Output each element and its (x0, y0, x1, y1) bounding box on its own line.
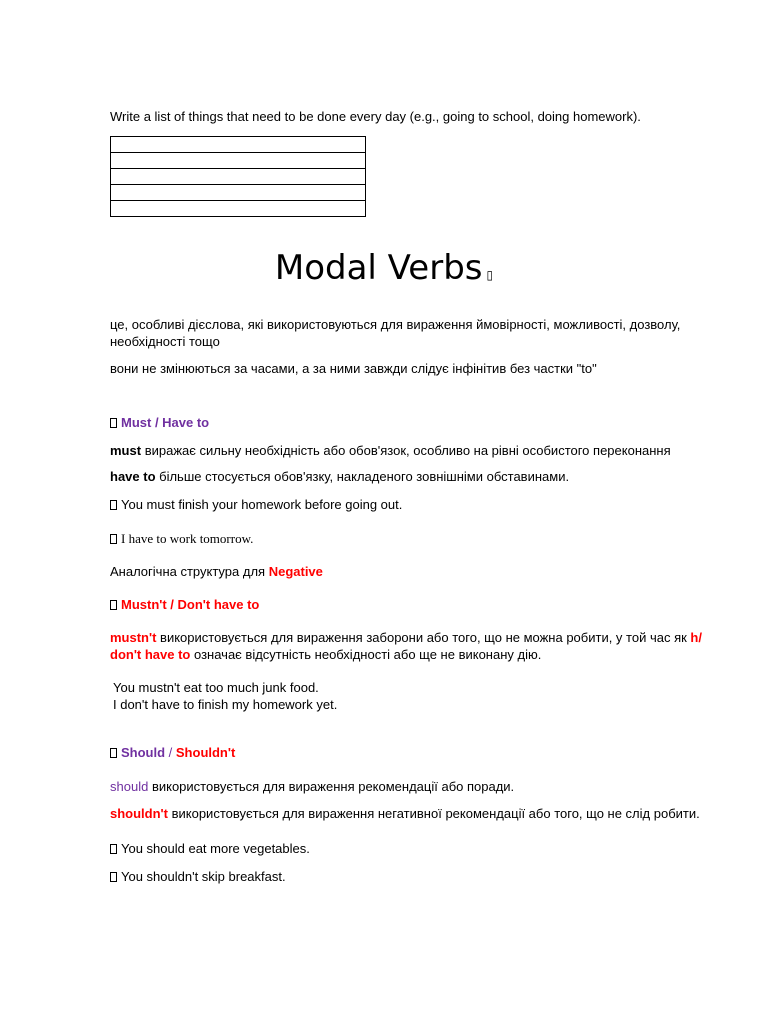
negative-highlight: Negative (268, 564, 323, 579)
have-to-term: have to (110, 469, 156, 484)
table-row (111, 153, 366, 169)
bullet-box-icon (110, 534, 117, 544)
must-explanation: виражає сильну необхідність або обов'язок, особливо на рівні особистого переконання (144, 443, 671, 458)
analog-note: Аналогічна структура для Negative (110, 564, 323, 579)
shouldnt-explanation: використовується для вираження негативної рекомендації або того, що не слід робити. (171, 806, 700, 821)
table-row (111, 169, 366, 185)
should-example-1: You should eat more vegetables. (110, 840, 720, 857)
bullet-box-icon (110, 600, 117, 610)
table-cell[interactable] (111, 185, 366, 201)
answer-table (110, 136, 366, 217)
dont-have-to-explanation: означає відсутність необхідності або ще не виконану дію. (194, 647, 542, 662)
should-term: should (110, 779, 149, 794)
bullet-box-icon (110, 418, 117, 428)
bullet-box-icon (110, 500, 117, 510)
have-to-explanation: більше стосується обов'язку, накладеного зовнішніми обставинами. (159, 469, 570, 484)
intro-prompt: Write a list of things that need to be done every day (e.g., going to school, doing homework). (110, 109, 641, 124)
table-cell[interactable] (111, 201, 366, 217)
should-example-2: You shouldn't skip breakfast. (110, 868, 720, 885)
definition-line-2: вони не змінюються за часами, а за ними завжди слідує інфінітив без частки "to" (110, 361, 597, 376)
table-cell[interactable] (111, 169, 366, 185)
page-title-text: Modal Verbs (274, 248, 483, 288)
shouldnt-term: shouldn't (110, 806, 168, 821)
bullet-box-icon (110, 748, 117, 758)
mustnt-explanation: використовується для вираження заборони або того, що не можна робити, у той час як (160, 630, 687, 645)
negative-example-1: You mustn't eat too much junk food. (113, 680, 319, 695)
dont-have-term-prefix: h/ (690, 630, 702, 645)
negative-example-2: I don't have to finish my homework yet. (113, 697, 338, 712)
must-example-1: You must finish your homework before going out. (110, 496, 720, 513)
missing-glyph-icon: ▯ (486, 268, 494, 282)
shouldnt-definition (110, 805, 720, 822)
must-example-2: I have to work tomorrow. (110, 530, 720, 547)
table-row (111, 137, 366, 153)
have-to-definition (110, 468, 720, 485)
bullet-box-icon (110, 844, 117, 854)
table-cell[interactable] (111, 137, 366, 153)
should-heading: Should / Shouldn't (110, 744, 720, 761)
must-heading: Must / Have to (110, 414, 720, 431)
dont-have-to-term: don't have to (110, 647, 191, 662)
negative-definition (110, 629, 710, 663)
page-title (0, 246, 768, 297)
should-explanation: використовується для вираження рекомендації або поради. (151, 779, 515, 794)
must-definition (110, 442, 720, 459)
table-row (111, 185, 366, 201)
negative-heading: Mustn't / Don't have to (110, 596, 720, 613)
table-cell[interactable] (111, 153, 366, 169)
definition-line-1: це, особливі дієслова, які використовуються для вираження ймовірності, можливості, дозволу, необхідності тощо (110, 317, 681, 349)
table-row (111, 201, 366, 217)
bullet-box-icon (110, 872, 117, 882)
should-definition (110, 778, 720, 795)
must-term: must (110, 443, 142, 458)
mustnt-term: mustn't (110, 630, 157, 645)
